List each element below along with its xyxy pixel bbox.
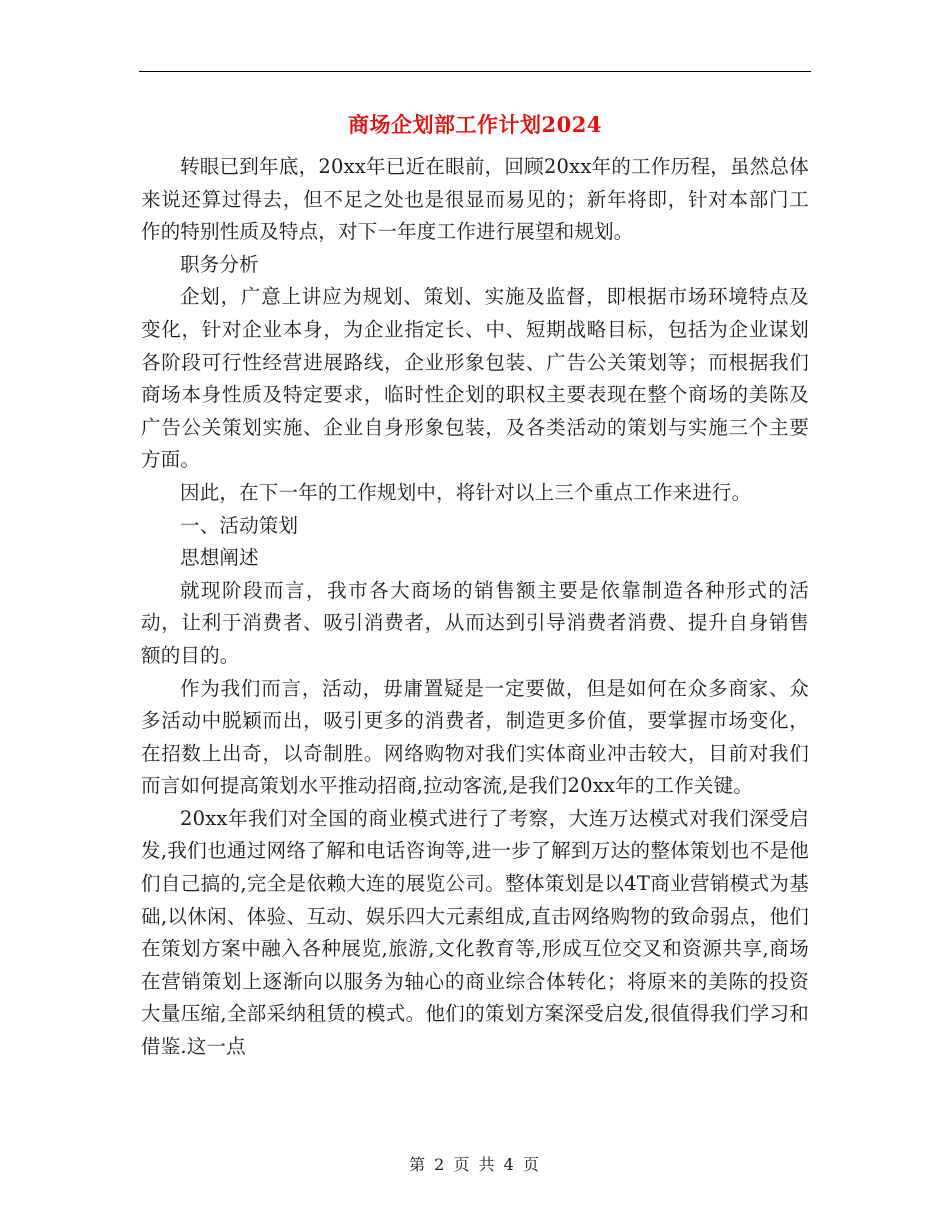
heading-job-analysis: 职务分析 bbox=[180, 252, 259, 276]
footer-suffix: 页 bbox=[522, 1155, 541, 1174]
header-rule bbox=[139, 71, 811, 72]
paragraph-intro: 转眼已到年底，20xx年已近在眼前，回顾20xx年的工作历程，虽然总体来说还算过得去，但不足之处也是很显而易见的；新年将即，针对本部门工作的特别性质及特点，对下一年度工作进行展望和规划。 bbox=[141, 155, 809, 244]
paragraph-wanda-model: 20xx年我们对全国的商业模式进行了考察，大连万达模式对我们深受启发,我们也通过网络了解和电话咨询等,进一步了解到万达的整体策划也不是他们自己搞的,完全是依赖大连的展览公司。整体策划是以4T商业营销模式为基础,以休闲、体验、互动、娱乐四大元素组成,直击网络购物的致命弱点，他们在策划方案中融入各种展览,旅游,文化教育等,形成互位交叉和资源共享,商场在营销策划上逐渐向以服务为轴心的商业综合体转化；将原来的美陈的投资大量压缩,全部采纳租赁的模式。他们的策划方案深受启发,很值得我们学习和借鉴.这一点 bbox=[141, 806, 809, 1059]
footer-prefix: 第 bbox=[409, 1155, 428, 1174]
paragraph-current-stage: 就现阶段而言，我市各大商场的销售额主要是依靠制造各种形式的活动，让利于消费者、吸引消费者，从而达到引导消费者消费、提升自身销售额的目的。 bbox=[141, 578, 809, 667]
footer-current-page: 2 bbox=[434, 1155, 447, 1174]
footer-total-pages: 4 bbox=[503, 1155, 516, 1174]
paragraph-planning-definition: 企划，广意上讲应为规划、策划、实施及监督，即根据市场环境特点及变化，针对企业本身，为企业指定长、中、短期战略目标，包括为企业谋划各阶段可行性经营进展路线，企业形象包装、广告公关策划等；而根据我们商场本身性质及特定要求，临时性企划的职权主要表现在整个商场的美陈及广告公关策划实施、企业自身形象包装，及各类活动的策划与实施三个主要方面。 bbox=[141, 285, 809, 472]
paragraph-for-us: 作为我们而言，活动，毋庸置疑是一定要做，但是如何在众多商家、众多活动中脱颖而出，吸引更多的消费者，制造更多价值，要掌握市场变化，在招数上出奇，以奇制胜。网络购物对我们实体商业冲击较大，目前对我们而言如何提高策划水平推动招商,拉动客流,是我们20xx年的工作关键。 bbox=[141, 676, 809, 798]
document-body bbox=[141, 151, 809, 1064]
heading-idea-statement: 思想阐述 bbox=[180, 546, 259, 570]
footer-middle: 页 共 bbox=[453, 1155, 497, 1174]
document-title: 商场企划部工作计划2024 bbox=[348, 112, 602, 137]
heading-activity-planning: 一、活动策划 bbox=[180, 513, 299, 537]
paragraph-therefore: 因此，在下一年的工作规划中，将针对以上三个重点工作来进行。 bbox=[180, 480, 752, 504]
page-footer bbox=[0, 1154, 950, 1176]
